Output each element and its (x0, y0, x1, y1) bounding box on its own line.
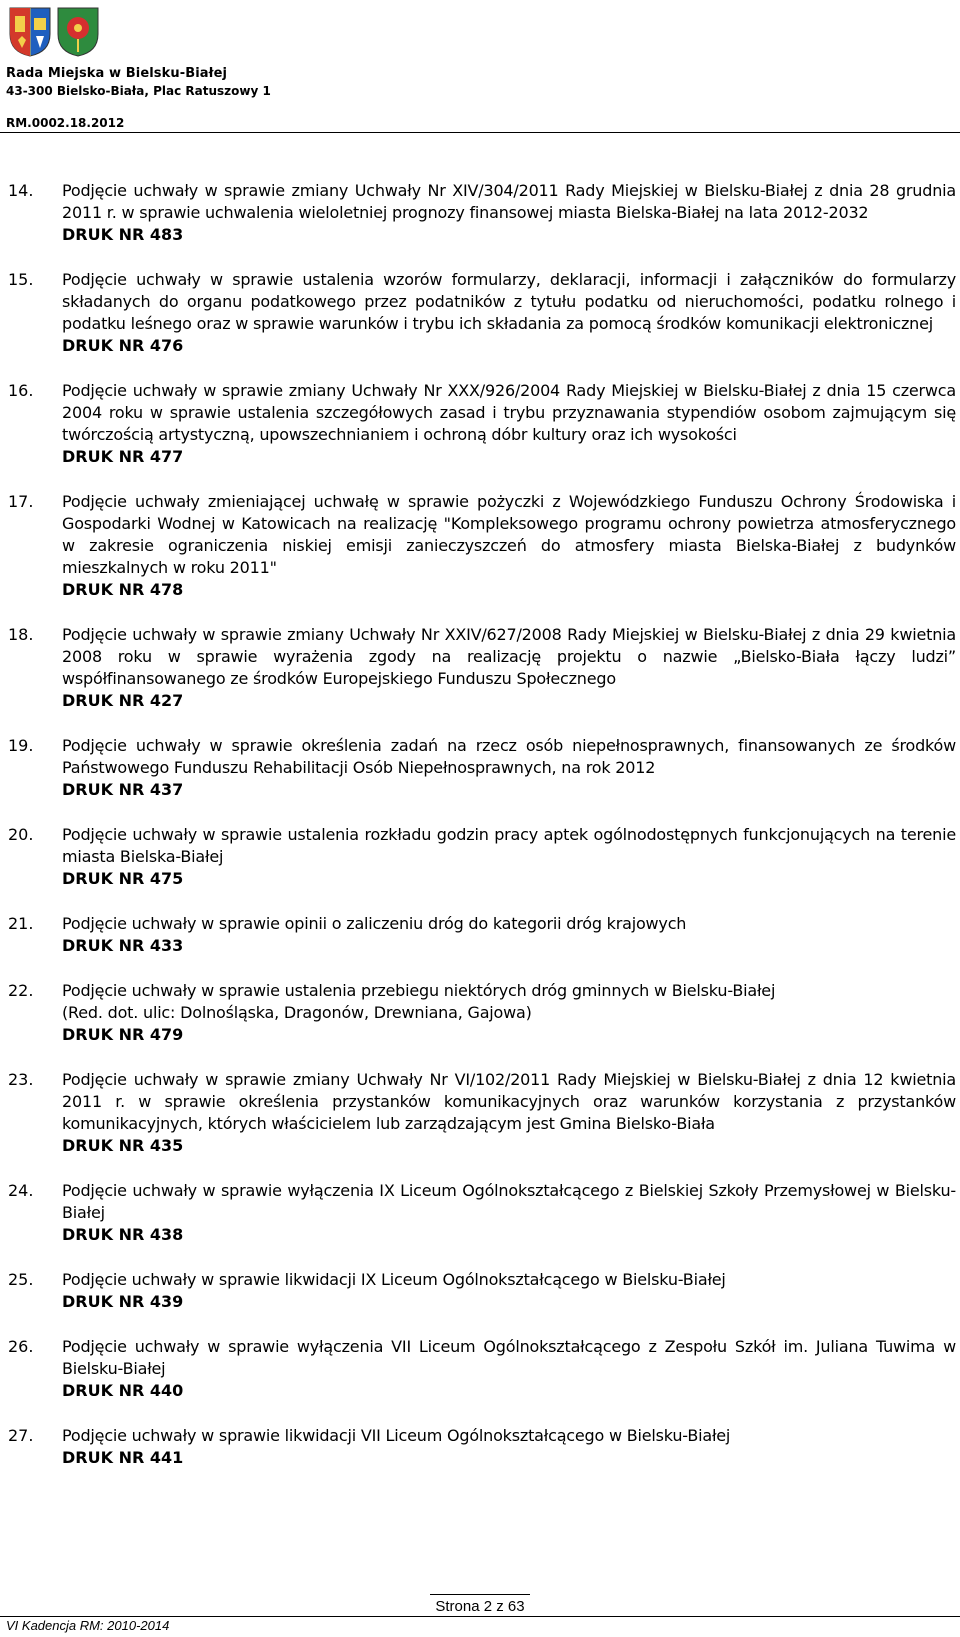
item-title: Podjęcie uchwały w sprawie zmiany Uchwały Nr XXIV/627/2008 Rady Miejskiej w Bielsku-Białej z dnia 29 kwietnia 2008 roku w sprawie wyrażenia zgody na realizację projektu o nazwie „Bielsko-Biała łączy ludzi” współfinansowanego ze środków Europejskiego Funduszu Społecznego (62, 625, 956, 688)
bottom-divider (0, 1616, 960, 1617)
agenda-item (0, 491, 960, 601)
item-number: 25. (8, 1270, 34, 1289)
druk-number: DRUK NR 475 (62, 869, 184, 888)
druk-number: DRUK NR 439 (62, 1292, 184, 1311)
item-number: 20. (8, 825, 34, 844)
item-number: 26. (8, 1337, 34, 1356)
item-title: Podjęcie uchwały w sprawie określenia zadań na rzecz osób niepełnosprawnych, finansowanych ze środków Państwowego Funduszu Rehabilitacji Osób Niepełnosprawnych, na rok 2012 (62, 736, 956, 777)
agenda-item (0, 269, 960, 357)
druk-number: DRUK NR 479 (62, 1025, 184, 1044)
agenda-item (0, 913, 960, 957)
item-number: 18. (8, 625, 34, 644)
item-number: 23. (8, 1070, 34, 1089)
item-title: Podjęcie uchwały w sprawie likwidacji VII Liceum Ogólnokształcącego w Bielsku-Białej (62, 1426, 731, 1445)
item-title: Podjęcie uchwały w sprawie ustalenia przebiegu niektórych dróg gminnych w Bielsku-Białej (62, 981, 776, 1000)
page-number: Strona 2 z 63 (435, 1598, 525, 1615)
agenda-item (0, 180, 960, 246)
item-title: Podjęcie uchwały w sprawie ustalenia wzorów formularzy, deklaracji, informacji i załączników do formularzy składanych do organu podatkowego przez podatników z tytułu podatku od nieruchomości, podatku rolnego i podatku leśnego oraz w sprawie warunków i trybu ich składania za pomocą środków komunikacji elektronicznej (62, 270, 956, 333)
biala-coat-of-arms-icon (56, 6, 100, 58)
item-number: 19. (8, 736, 34, 755)
agenda-item (0, 1425, 960, 1469)
agenda-item (0, 1180, 960, 1246)
druk-number: DRUK NR 435 (62, 1136, 184, 1155)
item-number: 22. (8, 981, 34, 1000)
druk-number: DRUK NR 477 (62, 447, 184, 466)
organization-address: 43-300 Bielsko-Biała, Plac Ratuszowy 1 (6, 84, 271, 98)
agenda-item (0, 380, 960, 468)
druk-number: DRUK NR 441 (62, 1448, 184, 1467)
druk-number: DRUK NR 437 (62, 780, 184, 799)
item-title: Podjęcie uchwały zmieniającej uchwałę w sprawie pożyczki z Wojewódzkiego Funduszu Ochrony Środowiska i Gospodarki Wodnej w Katowicach na realizację "Kompleksowego programu ochrony powietrza atmosferycznego w zakresie ograniczenia niskiej emisji zanieczyszczeń do atmosfery miasta Bielska-Białej z budynków mieszkalnych w roku 2011" (62, 492, 956, 577)
agenda-item (0, 624, 960, 712)
item-number: 16. (8, 381, 34, 400)
item-number: 14. (8, 181, 34, 200)
agenda-item (0, 824, 960, 890)
agenda-item (0, 1336, 960, 1402)
druk-number: DRUK NR 478 (62, 580, 184, 599)
item-number: 24. (8, 1181, 34, 1200)
druk-number: DRUK NR 438 (62, 1225, 184, 1244)
item-title: Podjęcie uchwały w sprawie wyłączenia IX Liceum Ogólnokształcącego z Bielskiej Szkoły Przemysłowej w Bielsku-Białej (62, 1181, 956, 1222)
header-divider (0, 132, 960, 133)
item-note: (Red. dot. ulic: Dolnośląska, Dragonów, Drewniana, Gajowa) (62, 1003, 532, 1022)
druk-number: DRUK NR 427 (62, 691, 184, 710)
organization-name: Rada Miejska w Bielsku-Białej (6, 66, 228, 81)
logos (8, 6, 100, 58)
document-header (0, 0, 960, 134)
druk-number: DRUK NR 483 (62, 225, 184, 244)
item-title: Podjęcie uchwały w sprawie zmiany Uchwały Nr VI/102/2011 Rady Miejskiej w Bielsku-Białej z dnia 12 kwietnia 2011 r. w sprawie określenia przystanków komunikacyjnych oraz warunków korzystania z przystanków komunikacyjnych, których właścicielem lub zarządzającym jest Gmina Bielsko-Biała (62, 1070, 956, 1133)
agenda-item (0, 980, 960, 1046)
agenda-item (0, 1269, 960, 1313)
term-label: VI Kadencja RM: 2010-2014 (6, 1618, 170, 1633)
druk-number: DRUK NR 440 (62, 1381, 184, 1400)
item-title: Podjęcie uchwały w sprawie wyłączenia VII Liceum Ogólnokształcącego z Zespołu Szkół im. Juliana Tuwima w Bielsku-Białej (62, 1337, 956, 1378)
footer-divider (430, 1594, 530, 1595)
item-title: Podjęcie uchwały w sprawie opinii o zaliczeniu dróg do kategorii dróg krajowych (62, 914, 687, 933)
item-number: 21. (8, 914, 34, 933)
item-title: Podjęcie uchwały w sprawie likwidacji IX Liceum Ogólnokształcącego w Bielsku-Białej (62, 1270, 726, 1289)
item-title: Podjęcie uchwały w sprawie zmiany Uchwały Nr XXX/926/2004 Rady Miejskiej w Bielsku-Białej z dnia 15 czerwca 2004 roku w sprawie ustalenia szczegółowych zasad i trybu przyznawania stypendiów osobom zajmującym się twórczością artystyczną, upowszechnianiem i ochroną dóbr kultury oraz ich wysokości (62, 381, 956, 444)
agenda-item (0, 735, 960, 801)
item-title: Podjęcie uchwały w sprawie ustalenia rozkładu godzin pracy aptek ogólnodostępnych funkcjonujących na terenie miasta Bielska-Białej (62, 825, 956, 866)
item-number: 15. (8, 270, 34, 289)
document-code: RM.0002.18.2012 (6, 116, 125, 130)
bielsko-coat-of-arms-icon (8, 6, 52, 58)
druk-number: DRUK NR 433 (62, 936, 184, 955)
druk-number: DRUK NR 476 (62, 336, 184, 355)
item-number: 27. (8, 1426, 34, 1445)
item-title: Podjęcie uchwały w sprawie zmiany Uchwały Nr XIV/304/2011 Rady Miejskiej w Bielsku-Białej z dnia 28 grudnia 2011 r. w sprawie uchwalenia wieloletniej prognozy finansowej miasta Bielska-Białej na lata 2012-2032 (62, 181, 956, 222)
agenda-list (0, 180, 960, 1492)
item-number: 17. (8, 492, 34, 511)
agenda-item (0, 1069, 960, 1157)
